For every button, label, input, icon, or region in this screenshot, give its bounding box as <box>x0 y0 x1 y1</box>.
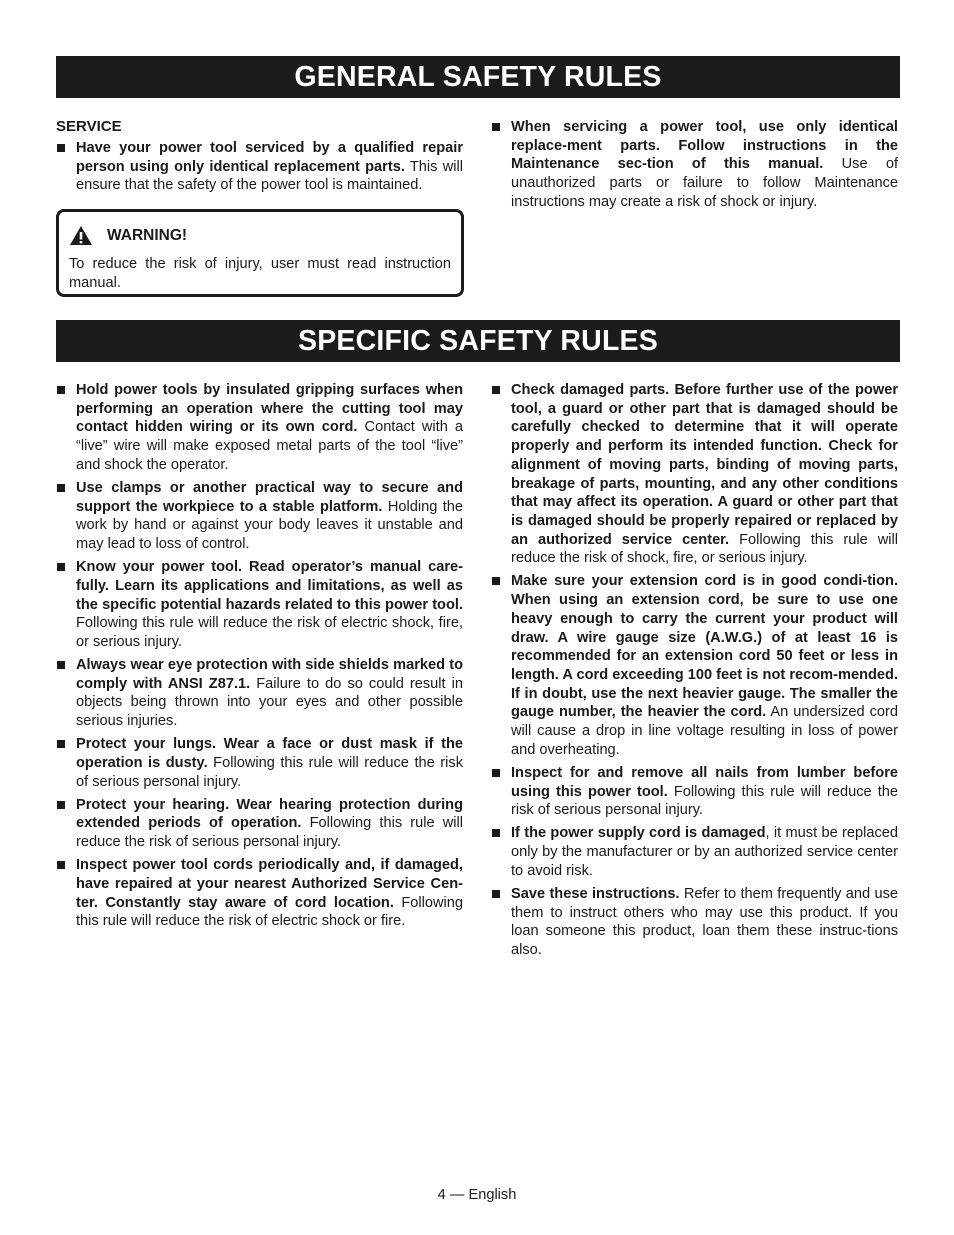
bullet-item <box>56 139 463 195</box>
bullet-square-icon <box>57 386 65 394</box>
bullet-body-text: Failure to do so could result in objects being thrown into your eyes and other possible serious injuries. <box>76 675 463 730</box>
bullet-bold-text: Make sure your extension cord is in good condi-tion. When using an extension cord, be sure to use one heavy enough to carry the current your product will draw. A wire gauge size (A.W.G.) of at least 16 is recommended for an extension cord 50 feet or less in length. A cord exceeding 100 feet is not recom-mended. If in doubt, use the next heavier gauge. The smaller the gauge number, the heavier the cord. <box>511 573 898 721</box>
bullet-body-text: Use of unauthorized parts or failure to follow Maintenance instructions may create a risk of shock or injury. <box>511 156 899 210</box>
warning-label: WARNING! <box>107 226 188 244</box>
bullet-bold-text: Use clamps or another practical way to secure and support the workpiece to a stable platform. <box>76 479 463 515</box>
specific-left-list <box>56 381 463 931</box>
bullet-square-icon <box>57 563 65 571</box>
bullet-item <box>491 572 898 759</box>
bullet-body-text: Following this rule will reduce the risk of electric shock, fire, or serious injury. <box>76 615 463 650</box>
bullet-body-text: Holding the work by hand or against your body leaves it unstable and may lead to loss of control. <box>76 498 463 553</box>
bullet-body-text: Following this rule will reduce the risk of serious personal injury. <box>511 783 898 819</box>
bullet-bold-text: Protect your hearing. Wear hearing protection during extended periods of operation. <box>76 796 463 832</box>
specific-right-list <box>491 381 898 960</box>
bullet-body-text: Following this rule will reduce the risk of serious personal injury. <box>76 754 463 790</box>
bullet-body-text: An undersized cord will cause a drop in line voltage resulting in loss of power and overheating. <box>511 704 898 758</box>
general-left-column <box>56 118 463 200</box>
bullet-square-icon <box>492 386 500 394</box>
page-footer: 4 — English <box>437 1187 517 1203</box>
warning-box <box>56 209 464 297</box>
bullet-square-icon <box>57 801 65 809</box>
bullet-item <box>56 656 463 731</box>
bullet-bold-text: When servicing a power tool, use only identical replace-ment parts. Follow instructions in the Maintenance sec-tion of this manual. <box>511 119 898 173</box>
bullet-body-text: Following this rule will reduce the risk of electric shock or fire. <box>76 894 463 930</box>
bullet-item <box>491 118 898 212</box>
bullet-square-icon <box>492 577 500 585</box>
bullet-bold-text: Protect your lungs. Wear a face or dust mask if the operation is dusty. <box>76 736 463 771</box>
bullet-item <box>491 824 898 880</box>
bullet-body-text: Following this rule will reduce the risk of shock, fire, or serious injury. <box>511 531 898 567</box>
bullet-item <box>56 479 463 554</box>
bullet-item <box>56 381 463 475</box>
general-safety-rules-banner: GENERAL SAFETY RULES <box>56 56 900 98</box>
general-right-column <box>491 118 898 216</box>
bullet-item <box>56 558 463 652</box>
bullet-square-icon <box>492 769 500 777</box>
warning-title <box>69 225 187 246</box>
bullet-square-icon <box>492 829 500 837</box>
bullet-item <box>56 856 463 931</box>
bullet-body-text: , it must be replaced only by the manufacturer or by an authorized service center to avoid risk. <box>511 825 898 879</box>
specific-safety-rules-banner: SPECIFIC SAFETY RULES <box>56 320 900 362</box>
bullet-item <box>56 796 463 852</box>
specific-left-column <box>56 381 463 935</box>
service-heading: SERVICE <box>56 118 122 135</box>
bullet-square-icon <box>57 661 65 669</box>
bullet-item <box>491 381 898 568</box>
bullet-body-text: Refer to them frequently and use them to instruct others who may use this product. If you loan someone this product, loan them these instruc-tions also. <box>511 885 898 958</box>
bullet-item <box>491 885 898 960</box>
general-right-list <box>491 118 898 212</box>
bullet-body-text: Contact with a “live” wire will make exposed metal parts of the tool “live” and shock the operator. <box>76 419 463 473</box>
bullet-item <box>491 764 898 820</box>
warning-text: To reduce the risk of injury, user must read instruction manual. <box>69 256 451 291</box>
bullet-square-icon <box>57 861 65 869</box>
bullet-body-text: Following this rule will reduce the risk of serious personal injury. <box>76 815 463 851</box>
bullet-square-icon <box>57 740 65 748</box>
bullet-square-icon <box>57 484 65 492</box>
bullet-body-text: This will ensure that the safety of the power tool is maintained. <box>76 158 463 194</box>
bullet-square-icon <box>57 144 65 152</box>
bullet-item <box>56 735 463 791</box>
bullet-bold-text: Check damaged parts. Before further use of the power tool, a guard or other part that is damaged should be carefully checked to determine that it will operate properly and perform its intended function. Check for alignment of moving parts, binding of moving parts, breakage of parts, mounting, and any other conditions that may affect its operation. A guard or other part that is damaged should be properly repaired or replaced by an authorized service center. <box>511 382 898 548</box>
bullet-bold-text: If the power supply cord is damaged <box>511 825 766 842</box>
bullet-bold-text: Have your power tool serviced by a qualified repair person using only identical replacement parts. <box>76 140 463 175</box>
bullet-bold-text: Know your power tool. Read operator’s manual care-fully. Learn its applications and limitations, as well as the specific potential hazards related to this power tool. <box>76 559 463 613</box>
general-left-list <box>56 139 463 195</box>
bullet-bold-text: Always wear eye protection with side shields marked to comply with ANSI Z87.1. <box>76 657 463 692</box>
warning-triangle-icon <box>69 225 93 246</box>
bullet-bold-text: Save these instructions. <box>511 885 680 902</box>
bullet-bold-text: Inspect for and remove all nails from lumber before using this power tool. <box>511 764 898 800</box>
specific-right-column <box>491 381 898 964</box>
bullet-square-icon <box>492 123 500 131</box>
bullet-square-icon <box>492 890 500 898</box>
bullet-bold-text: Hold power tools by insulated gripping surfaces when performing an operation where the cutting tool may contact hidden wiring or its own cord. <box>76 382 463 436</box>
bullet-bold-text: Inspect power tool cords periodically and, if damaged, have repaired at your nearest Authorized Service Cen-ter. Constantly stay aware of cord location. <box>76 857 463 911</box>
